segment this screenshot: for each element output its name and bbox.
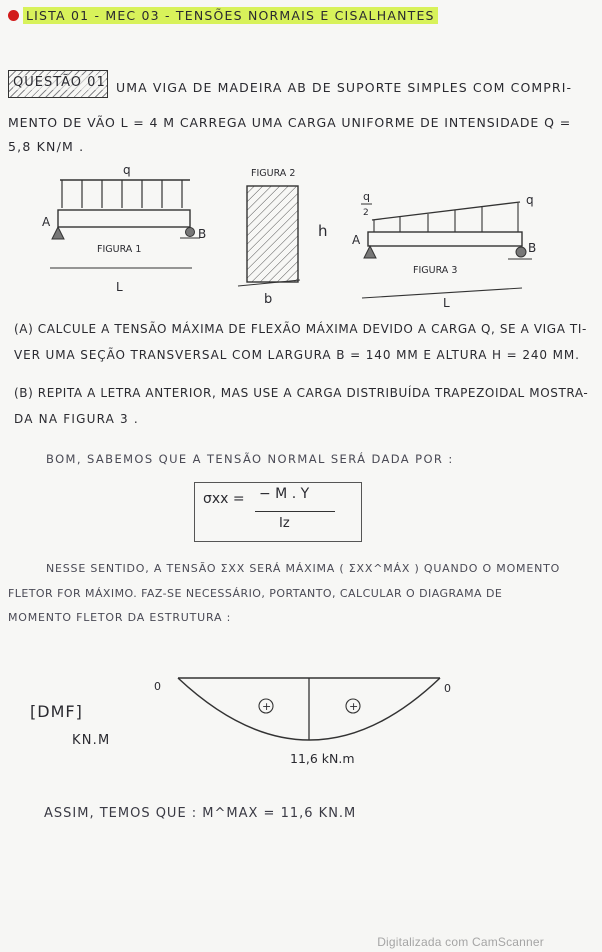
item-b-line-2: DA NA FIGURA 3 . <box>14 412 139 426</box>
dmf-max-label: 11,6 kN.m <box>290 751 355 766</box>
solution-para-3: MOMENTO FLETOR DA ESTRUTURA : <box>8 611 232 624</box>
cross-section <box>247 186 298 282</box>
figure-2 <box>238 168 328 307</box>
fig3-left-label: A <box>352 233 361 247</box>
formula-numerator: − M . Y <box>259 486 310 502</box>
conclusion: ASSIM, TEMOS QUE : M^MAX = 11,6 KN.M <box>44 806 357 821</box>
fig3-q-left: q <box>363 190 370 203</box>
uniform-load-arrows <box>62 180 182 208</box>
question-label: QUESTÃO 01 <box>13 75 106 90</box>
fig1-right-label: B <box>198 227 207 241</box>
fig2-caption: FIGURA 2 <box>251 168 296 179</box>
figure-3 <box>352 190 536 310</box>
formula-denominator: Iz <box>279 516 290 531</box>
dmf-right-value: 0 <box>444 682 451 695</box>
scanner-watermark: Digitalizada com CamScanner <box>377 935 544 949</box>
solution-para-2: FLETOR FOR MÁXIMO. FAZ-SE NECESSÁRIO, PORTANTO, CALCULAR O DIAGRAMA DE <box>8 587 503 600</box>
figure-1 <box>42 163 206 294</box>
fraction-bar <box>255 511 335 512</box>
fig3-right-label: B <box>528 241 537 255</box>
formula-box <box>194 482 362 542</box>
fig1-caption: FIGURA 1 <box>97 244 142 255</box>
fig2-height-label: h <box>318 222 328 240</box>
beam-3 <box>368 232 522 246</box>
item-a-line-1: (A) CALCULE A TENSÃO MÁXIMA DE FLEXÃO MÁXIMA DEVIDO A CARGA Q, SE A VIGA TI- <box>14 322 587 336</box>
fig3-span-label: L <box>443 296 450 310</box>
dmf-unit: KN.M <box>72 733 111 748</box>
dmf-left-value: 0 <box>154 680 161 693</box>
solution-intro: BOM, SABEMOS QUE A TENSÃO NORMAL SERÁ DADA POR : <box>46 452 454 466</box>
fig2-width-label: b <box>264 292 273 307</box>
formula-lhs: σxx = <box>203 491 245 507</box>
question-label-box <box>8 70 108 98</box>
fig3-q-right: q <box>526 193 534 207</box>
fig1-span-label: L <box>116 280 123 294</box>
roller-support-icon <box>186 228 195 237</box>
fig1-left-label: A <box>42 215 51 229</box>
dmf-label: [DMF] <box>30 702 83 721</box>
intro-line-2: MENTO DE VÃO L = 4 M CARREGA UMA CARGA UNIFORME DE INTENSIDADE Q = <box>8 115 572 130</box>
figures-area <box>0 160 602 310</box>
pin-support-3-icon <box>364 246 376 258</box>
fig1-load-label: q <box>123 163 131 177</box>
intro-line-1: UMA VIGA DE MADEIRA AB DE SUPORTE SIMPLES COM COMPRI- <box>116 80 573 95</box>
bending-moment-diagram <box>150 670 470 780</box>
beam-1 <box>58 210 190 227</box>
header-title: LISTA 01 - MEC 03 - TENSÕES NORMAIS E CISALHANTES <box>23 7 438 24</box>
fig3-caption: FIGURA 3 <box>413 265 458 276</box>
page-header <box>8 8 438 23</box>
red-bullet-icon <box>8 10 19 21</box>
item-b-line-1: (B) REPITA A LETRA ANTERIOR, MAS USE A CARGA DISTRIBUÍDA TRAPEZOIDAL MOSTRA- <box>14 386 589 400</box>
sign-right: + <box>349 700 359 713</box>
pin-support-icon <box>52 227 64 239</box>
fig3-q-left-divisor: 2 <box>363 208 369 218</box>
roller-support-3-icon <box>516 247 526 257</box>
sign-left: + <box>262 700 272 713</box>
solution-para-1: NESSE SENTIDO, A TENSÃO ΣXX SERÁ MÁXIMA ( ΣXX^MÁX ) QUANDO O MOMENTO <box>46 562 561 575</box>
item-a-line-2: VER UMA SEÇÃO TRANSVERSAL COM LARGURA B = 140 MM E ALTURA H = 240 MM. <box>14 348 580 362</box>
intro-line-3: 5,8 KN/M . <box>8 139 85 154</box>
